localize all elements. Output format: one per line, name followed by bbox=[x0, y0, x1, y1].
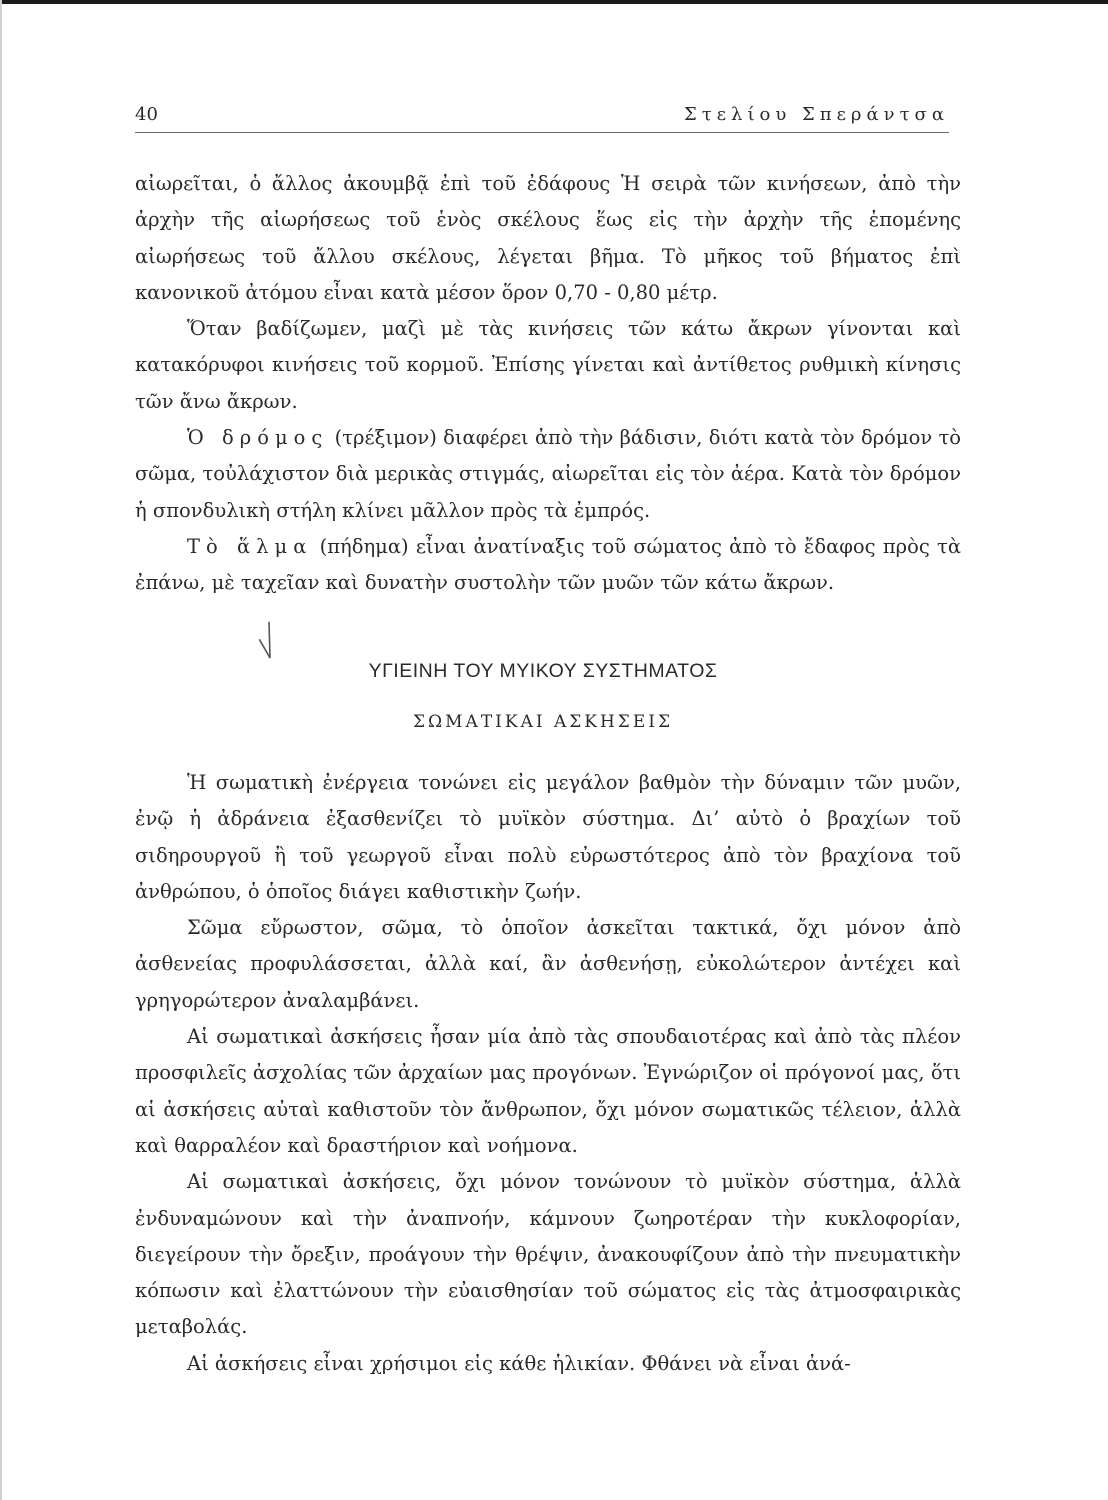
paragraph: Σῶμα εὔρωστον, σῶμα, τὸ ὁποῖον ἀσκεῖται τακτικά, ὄχι μόνον ἀπὸ ἀσθενείας προφυλάσσεται, ἀλλὰ καί, ἂν ἀσθενήσῃ, εὐκολώτερον ἀντέχει καὶ γρηγορώτερον ἀναλαμβάνει. bbox=[135, 916, 961, 1012]
scan-top-edge bbox=[0, 0, 1108, 4]
paragraph bbox=[135, 529, 961, 602]
paragraph-lead-term: Τὸ ἅλμα bbox=[187, 534, 313, 558]
section-subheading: ΣΩΜΑΤΙΚΑΙ ΑΣΚΗΣΕΙΣ bbox=[413, 712, 673, 732]
section-heading: ΥΓΙΕΙΝΗ ΤΟΥ ΜΥΙΚΟΥ ΣΥΣΤΗΜΑΤΟΣ bbox=[368, 660, 718, 682]
section-2-text bbox=[135, 765, 961, 1382]
paragraph: Αἱ σωματικαὶ ἀσκήσεις, ὄχι μόνον τονώνουν τὸ μυϊκὸν σύστημα, ἀλλὰ ἐνδυναμώνουν καὶ τὴν ἀναπνοήν, κάμνουν ζωηροτέραν τὴν κυκλοφορίαν, διεγείρουν τὴν ὄρεξιν, προάγουν τὴν θρέψιν, ἀνακουφίζουν ἀπὸ τὴν πνευματικὴν κόπωσιν καὶ ἐλαττώνουν τὴν εὐαισθησίαν τοῦ σώματος εἰς τὰς ἀτμοσφαιρικὰς μεταβολάς. bbox=[135, 1170, 961, 1339]
paragraph-text: (πήδημα) εἶναι ἀνατίναξις τοῦ σώματος ἀπὸ τὸ ἔδαφος πρὸς τὰ ἐπάνω, μὲ ταχεῖαν καὶ δυνατὴν συστολὴν τῶν μυῶν τῶν κάτω ἄκρων. bbox=[135, 534, 961, 595]
page-number: 40 bbox=[135, 104, 158, 125]
paragraph: Αἱ σωματικαὶ ἀσκήσεις ἦσαν μία ἀπὸ τὰς σπουδαιοτέρας καὶ ἀπὸ τὰς πλέον προσφιλεῖς ἀσχολίας τῶν ἀρχαίων μας προγόνων. Ἐγνώριζον οἱ πρόγονοί μας, ὅτι αἱ ἀσκήσεις αὐταὶ καθιστοῦν τὸν ἄνθρωπον, ὄχι μόνον σωματικῶς τέλειον, ἀλλὰ καὶ θαρραλέον καὶ δραστήριον καὶ νοήμονα. bbox=[135, 1025, 961, 1157]
page-header bbox=[135, 104, 949, 133]
paragraph-text: αἰωρεῖται, ὁ ἄλλος ἀκουμβᾷ ἐπὶ τοῦ ἐδάφους Ἡ σειρὰ τῶν κινήσεων, ἀπὸ τὴν ἀρχὴν τῆς αἰωρήσεως τοῦ ἑνὸς σκέλους ἕως εἰς τὴν ἀρχὴν τῆς ἑπομένης αἰωρήσεως τοῦ ἄλλου σκέλους, λέγεται βῆμα. Τὸ μῆκος τοῦ βήματος ἐπὶ κανονικοῦ ἀτόμου εἶναι κατὰ μέσον ὅρον 0,70 - 0,80 μέτρ. bbox=[135, 172, 961, 304]
paragraph-lead-term: Ὁ δρόμος bbox=[187, 426, 329, 450]
paragraph bbox=[135, 420, 961, 529]
paragraph bbox=[135, 166, 961, 311]
paragraph-text: (τρέξιμον) διαφέρει ἀπὸ τὴν βάδισιν, διότι κατὰ τὸν δρόμον τὸ σῶμα, τοὐλάχιστον διὰ μερικὰς στιγμάς, αἰωρεῖται εἰς τὸν ἀέρα. Κατὰ τὸν δρόμον ἡ σπονδυλικὴ στήλη κλίνει μᾶλλον πρὸς τὰ ἐμπρός. bbox=[135, 426, 962, 522]
paragraph-text: Ὅταν βαδίζωμεν, μαζὶ μὲ τὰς κινήσεις τῶν κάτω ἄκρων γίνονται καὶ κατακόρυφοι κινήσεις τοῦ κορμοῦ. Ἐπίσης γίνεται καὶ ἀντίθετος ρυθμικὴ κίνησις τῶν ἄνω ἄκρων. bbox=[135, 317, 961, 413]
section-1-text bbox=[135, 166, 961, 602]
running-head: Στελίου Σπεράντσα bbox=[684, 104, 949, 125]
paragraph: Ἡ σωματικὴ ἐνέργεια τονώνει εἰς μεγάλον βαθμὸν τὴν δύναμιν τῶν μυῶν, ἐνῷ ἡ ἀδράνεια ἐξασθενίζει τὸ μυϊκὸν σύστημα. Δι’ αὐτὸ ὁ βραχίων τοῦ σιδηρουργοῦ ἢ τοῦ γεωργοῦ εἶναι πολὺ εὐρωστότερος ἀπὸ τὸν βραχίονα τοῦ ἀνθρώπου, ὁ ὁποῖος διάγει καθιστικὴν ζωήν. bbox=[135, 771, 961, 903]
paragraph: Αἱ ἀσκήσεις εἶναι χρήσιμοι εἰς κάθε ἡλικίαν. Φθάνει νὰ εἶναι ἀνά- bbox=[187, 1351, 851, 1375]
scan-left-edge bbox=[0, 0, 2, 1500]
paragraph bbox=[135, 311, 961, 420]
